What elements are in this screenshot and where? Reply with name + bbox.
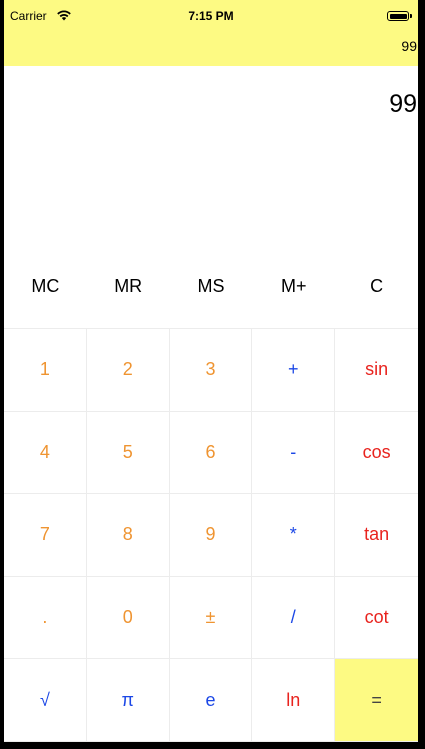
key-1[interactable]: 1 <box>4 329 87 412</box>
battery-icon <box>387 11 409 21</box>
key-8[interactable]: 8 <box>87 494 170 577</box>
result-display: 99 <box>389 90 417 118</box>
key-decimal[interactable]: . <box>4 577 87 660</box>
memory-store-button[interactable]: MS <box>170 245 253 328</box>
memory-recall-button[interactable]: MR <box>87 245 170 328</box>
status-bar <box>4 0 418 32</box>
key-plus[interactable]: + <box>252 329 335 412</box>
key-9[interactable]: 9 <box>170 494 253 577</box>
key-4[interactable]: 4 <box>4 412 87 495</box>
key-pi[interactable]: π <box>87 659 170 742</box>
key-cos[interactable]: cos <box>335 412 418 495</box>
key-ln[interactable]: ln <box>252 659 335 742</box>
key-plus-minus[interactable]: ± <box>170 577 253 660</box>
memory-clear-button[interactable]: MC <box>4 245 87 328</box>
key-sin[interactable]: sin <box>335 329 418 412</box>
key-sqrt[interactable]: √ <box>4 659 87 742</box>
calculator-screen <box>4 0 418 742</box>
memory-add-button[interactable]: M+ <box>252 245 335 328</box>
key-equals[interactable]: = <box>335 659 418 742</box>
clear-button[interactable]: C <box>335 245 418 328</box>
carrier-label: Carrier <box>10 9 47 23</box>
history-display: 99 <box>401 38 417 54</box>
key-0[interactable]: 0 <box>87 577 170 660</box>
key-minus[interactable]: - <box>252 412 335 495</box>
memory-row <box>4 245 418 328</box>
key-2[interactable]: 2 <box>87 329 170 412</box>
key-cot[interactable]: cot <box>335 577 418 660</box>
keypad <box>4 328 418 742</box>
key-6[interactable]: 6 <box>170 412 253 495</box>
key-multiply[interactable]: * <box>252 494 335 577</box>
key-3[interactable]: 3 <box>170 329 253 412</box>
key-divide[interactable]: / <box>252 577 335 660</box>
status-time: 7:15 PM <box>188 9 234 23</box>
key-tan[interactable]: tan <box>335 494 418 577</box>
key-5[interactable]: 5 <box>87 412 170 495</box>
key-7[interactable]: 7 <box>4 494 87 577</box>
key-e[interactable]: e <box>170 659 253 742</box>
